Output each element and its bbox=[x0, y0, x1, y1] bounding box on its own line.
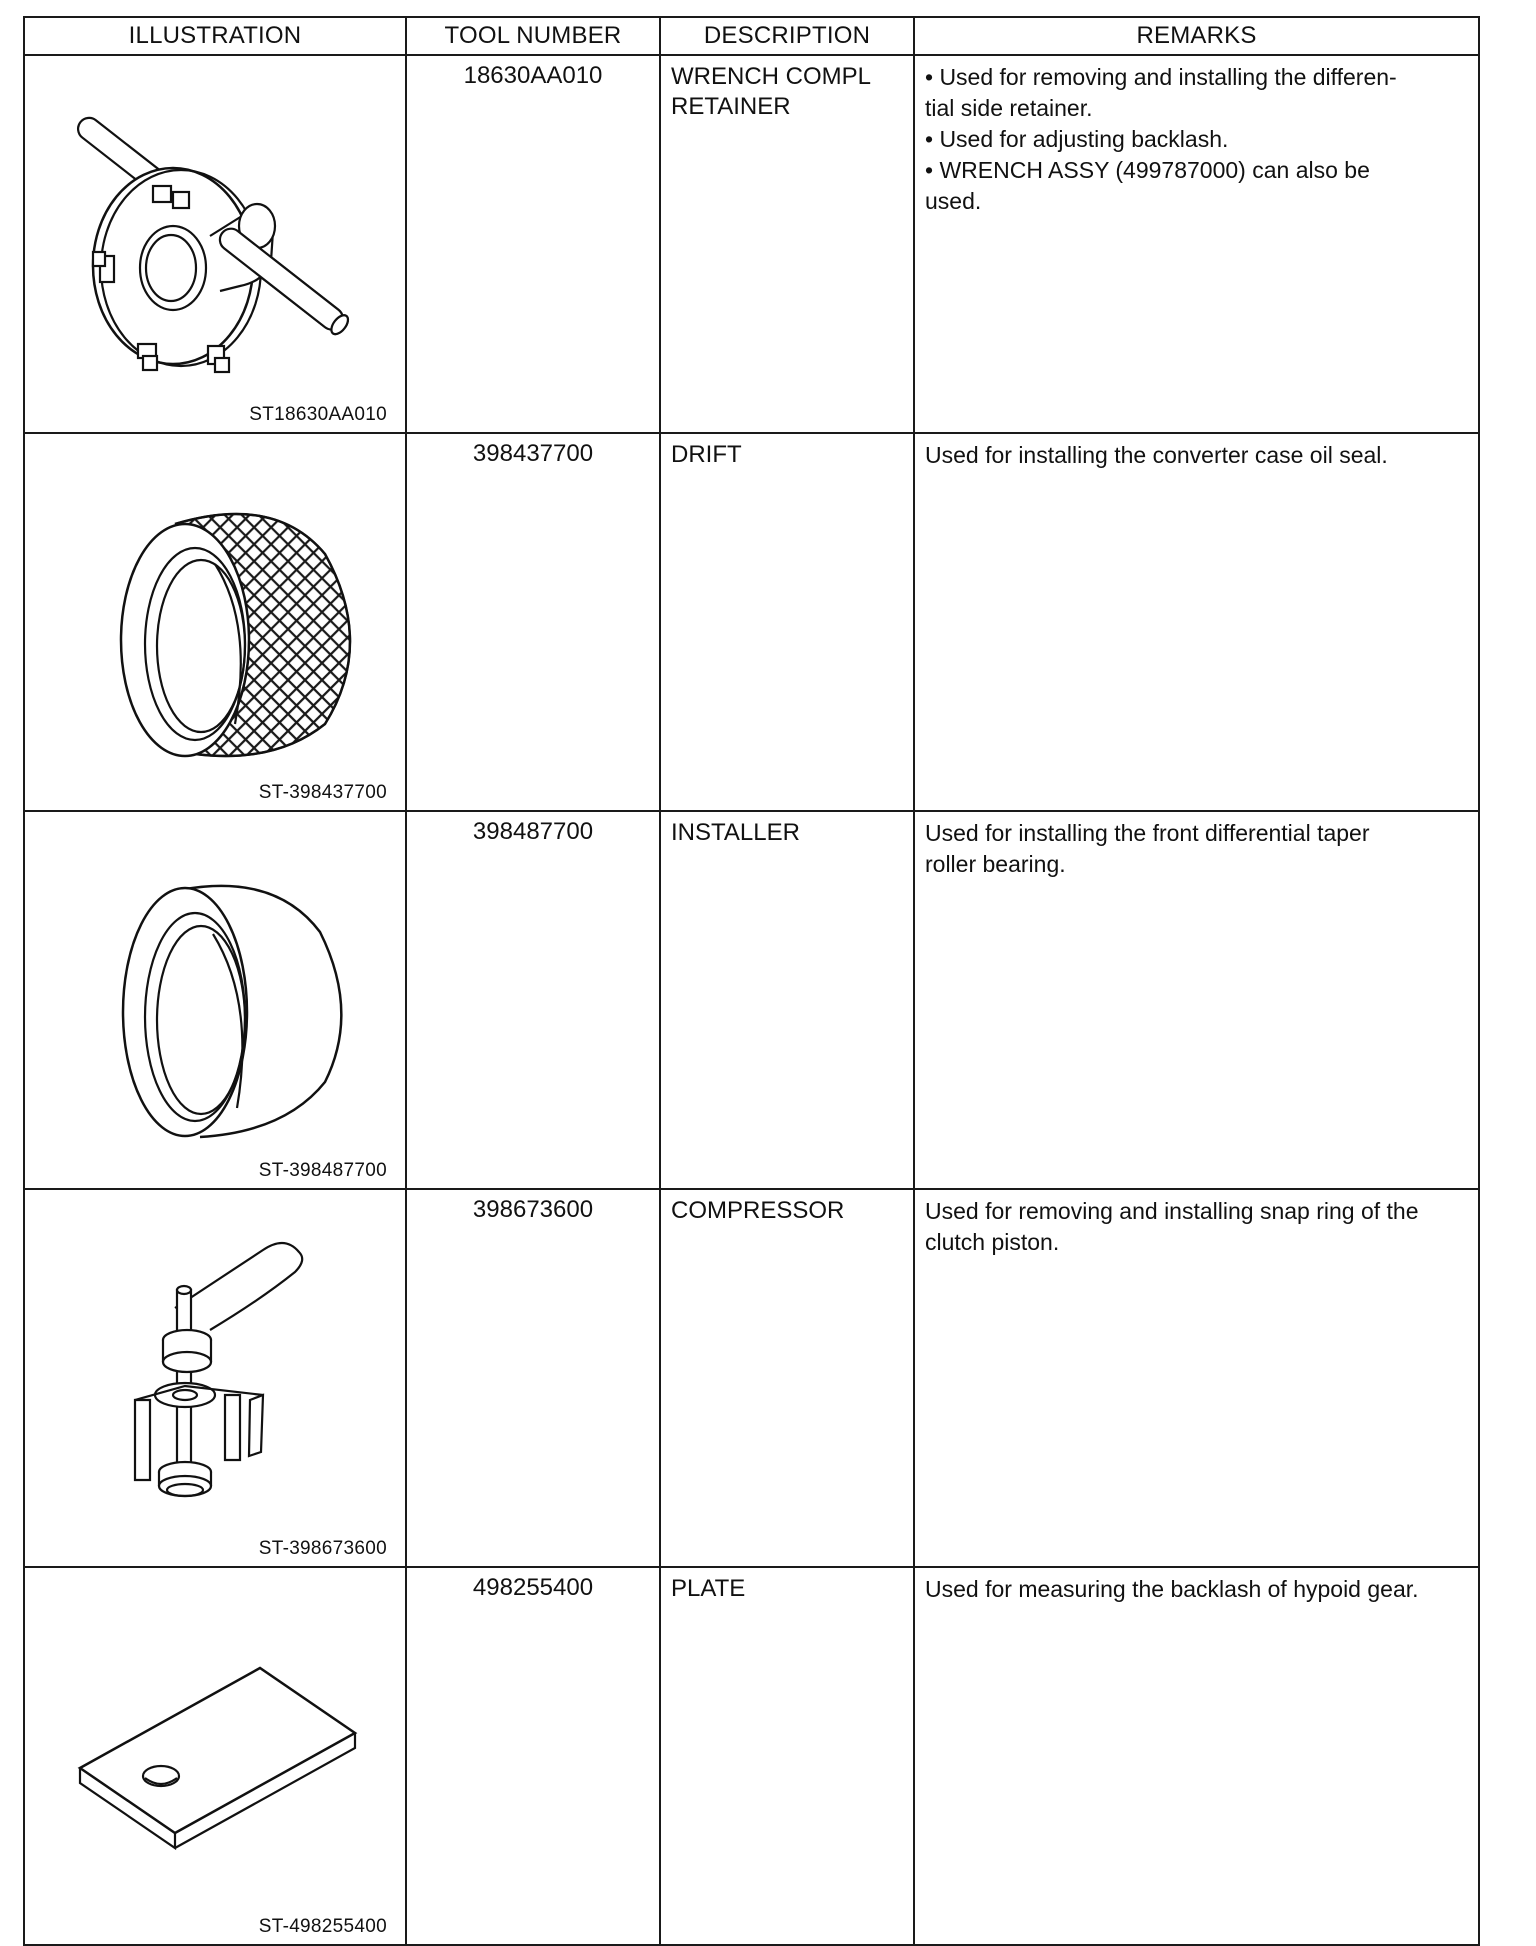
header-row bbox=[24, 17, 1479, 55]
remarks-line: used. bbox=[925, 188, 982, 214]
installer-ring-icon bbox=[25, 812, 405, 1182]
description-cell: PLATE bbox=[660, 1567, 914, 1945]
remarks-line: Used for removing and installing snap ring of the bbox=[925, 1198, 1419, 1224]
illustration-cell bbox=[24, 55, 406, 433]
tool-number-cell: 398487700 bbox=[406, 811, 660, 1189]
header-illustration: ILLUSTRATION bbox=[24, 17, 406, 55]
illustration-code: ST-398437700 bbox=[258, 782, 387, 803]
tool-number-cell: 398437700 bbox=[406, 433, 660, 811]
illustration-code: ST-398487700 bbox=[258, 1160, 387, 1181]
remarks-cell bbox=[914, 55, 1479, 433]
remarks-line: tial side retainer. bbox=[925, 95, 1093, 121]
remarks-line: Used for installing the converter case oil seal. bbox=[925, 442, 1388, 468]
special-tools-table bbox=[23, 16, 1480, 1946]
remarks-line: • Used for adjusting backlash. bbox=[925, 126, 1229, 152]
remarks-cell bbox=[914, 433, 1479, 811]
remarks-cell bbox=[914, 1189, 1479, 1567]
table-row bbox=[24, 1567, 1479, 1945]
compressor-tool-icon bbox=[25, 1190, 405, 1560]
remarks-cell bbox=[914, 1567, 1479, 1945]
retainer-wrench-icon bbox=[25, 56, 405, 426]
remarks-line: • WRENCH ASSY (499787000) can also be bbox=[925, 157, 1370, 183]
illustration-cell bbox=[24, 1189, 406, 1567]
header-tool-number: TOOL NUMBER bbox=[406, 17, 660, 55]
remarks-line: Used for measuring the backlash of hypoid gear. bbox=[925, 1576, 1419, 1602]
remarks-line: • Used for removing and installing the differen- bbox=[925, 64, 1397, 90]
description-cell: WRENCH COMPL RETAINER bbox=[660, 55, 914, 433]
illustration-cell bbox=[24, 433, 406, 811]
knurled-drift-icon bbox=[25, 434, 405, 804]
remarks-line: roller bearing. bbox=[925, 851, 1066, 877]
tool-number-cell: 398673600 bbox=[406, 1189, 660, 1567]
illustration-cell bbox=[24, 1567, 406, 1945]
illustration-cell bbox=[24, 811, 406, 1189]
table-row bbox=[24, 1189, 1479, 1567]
header-description: DESCRIPTION bbox=[660, 17, 914, 55]
remarks-line: Used for installing the front differential taper bbox=[925, 820, 1370, 846]
illustration-code: ST18630AA010 bbox=[249, 404, 387, 425]
remarks-cell bbox=[914, 811, 1479, 1189]
illustration-code: ST-498255400 bbox=[258, 1916, 387, 1937]
tool-number-cell: 498255400 bbox=[406, 1567, 660, 1945]
description-cell: COMPRESSOR bbox=[660, 1189, 914, 1567]
table-row bbox=[24, 55, 1479, 433]
plate-icon bbox=[25, 1568, 405, 1938]
remarks-line: clutch piston. bbox=[925, 1229, 1060, 1255]
header-remarks: REMARKS bbox=[914, 17, 1479, 55]
description-cell: INSTALLER bbox=[660, 811, 914, 1189]
table-row bbox=[24, 433, 1479, 811]
description-cell: DRIFT bbox=[660, 433, 914, 811]
table-row bbox=[24, 811, 1479, 1189]
illustration-code: ST-398673600 bbox=[258, 1538, 387, 1559]
tool-number-cell: 18630AA010 bbox=[406, 55, 660, 433]
